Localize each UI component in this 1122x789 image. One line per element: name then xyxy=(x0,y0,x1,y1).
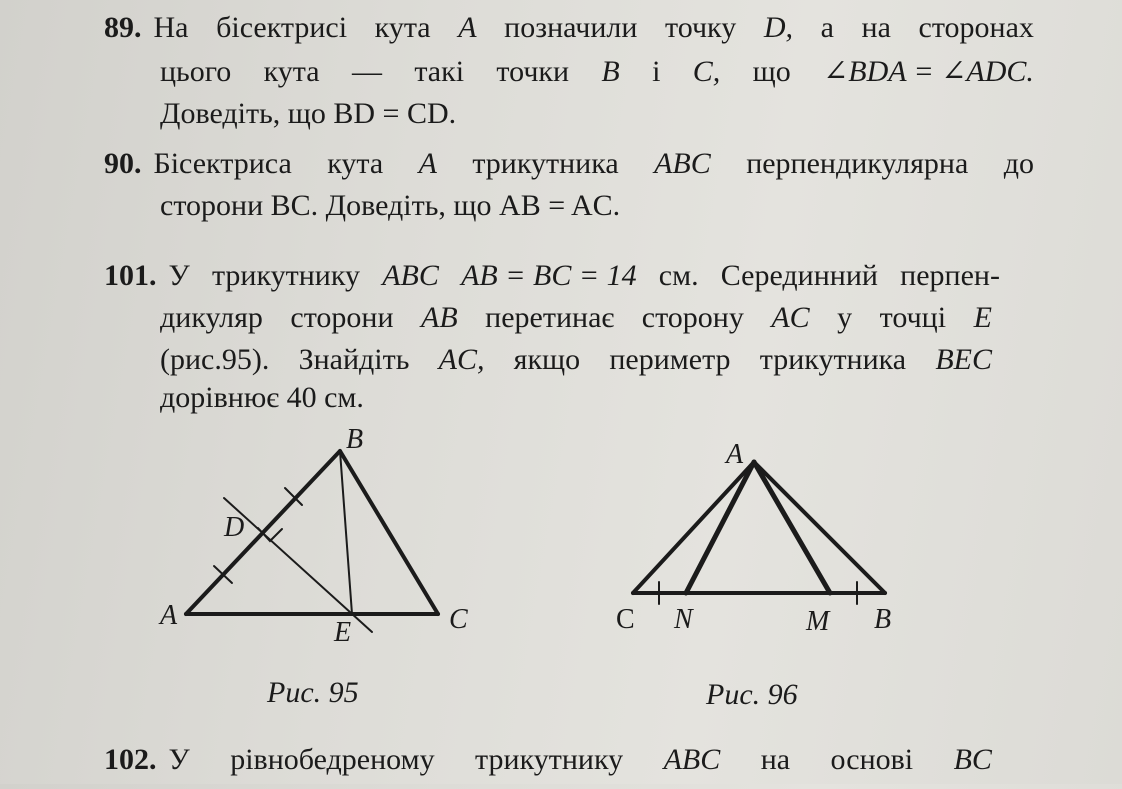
word: сторонах xyxy=(918,11,1034,44)
word: перпен- xyxy=(900,259,1000,292)
word: трикутника xyxy=(759,343,907,376)
math: E xyxy=(973,301,992,334)
word: на xyxy=(760,743,791,776)
word: Серединний xyxy=(720,259,878,292)
word: точці xyxy=(879,301,947,334)
word: і xyxy=(652,55,661,88)
problem-number: 90. xyxy=(104,147,142,180)
word: На xyxy=(153,11,189,44)
label-m: M xyxy=(806,606,830,637)
word: кута xyxy=(374,11,431,44)
word: см. xyxy=(658,259,699,292)
word: основі xyxy=(830,743,914,776)
math: AC xyxy=(771,301,810,334)
math: B xyxy=(601,55,620,88)
word: трикутнику xyxy=(475,743,624,776)
math: ABC xyxy=(654,147,711,180)
problem-number: 101. xyxy=(104,259,157,292)
word: У xyxy=(168,743,190,776)
math: ∠BDA = ∠ADC. xyxy=(823,55,1034,88)
word: якщо xyxy=(513,343,581,376)
word: сторони xyxy=(290,301,394,334)
word: трикутнику xyxy=(211,259,361,292)
label-a: A xyxy=(726,439,744,470)
word: такі xyxy=(414,55,465,88)
label-c: C xyxy=(449,604,468,635)
word: рівнобедреному xyxy=(230,743,435,776)
word: до xyxy=(1003,147,1034,180)
word: перпендикулярна xyxy=(746,147,969,180)
word: що xyxy=(752,55,791,88)
math: AB xyxy=(421,301,458,334)
math: A xyxy=(458,11,477,44)
figure-96-caption: Рис. 96 xyxy=(706,678,798,711)
word: цього xyxy=(160,55,232,88)
label-c: C xyxy=(616,604,635,635)
word: позначили xyxy=(504,11,638,44)
label-a: A xyxy=(160,600,178,631)
label-b: B xyxy=(346,424,364,455)
word: (рис.95). xyxy=(160,343,270,376)
math: BEC xyxy=(935,343,992,376)
math: ABC xyxy=(663,743,721,776)
word: кута xyxy=(263,55,320,88)
word: точку xyxy=(665,11,737,44)
word: — xyxy=(351,55,382,88)
problem-number: 102. xyxy=(104,743,157,776)
label-d: D xyxy=(224,512,245,543)
math: A xyxy=(418,147,437,180)
math: BC xyxy=(953,743,992,776)
problem-102-line-1 xyxy=(104,740,992,780)
word: бісектрисі xyxy=(216,11,348,44)
math: C, xyxy=(692,55,721,88)
figure-95-caption: Рис. 95 xyxy=(267,676,359,709)
label-n: N xyxy=(674,604,693,635)
word: у xyxy=(837,301,853,334)
word: дикуляр xyxy=(160,301,263,334)
problem-89-line-3: Доведіть, що BD = CD. xyxy=(160,97,457,130)
problem-101-line-4: дорівнює 40 см. xyxy=(160,381,364,414)
word: трикутника xyxy=(472,147,619,180)
math: D, xyxy=(763,11,793,44)
word: а xyxy=(820,11,834,44)
word: периметр xyxy=(609,343,731,376)
problem-number: 89. xyxy=(104,11,142,44)
word: Знайдіть xyxy=(298,343,410,376)
problem-90-line-2: сторони BC. Доведіть, що AB = AC. xyxy=(160,189,621,222)
math: AB = BC = 14 xyxy=(461,259,637,292)
word: точки xyxy=(496,55,570,88)
word: перетинає xyxy=(485,301,615,334)
label-b: B xyxy=(874,604,892,635)
word: Бісектриса xyxy=(153,147,292,180)
word: У xyxy=(168,259,190,292)
word: кута xyxy=(327,147,384,180)
math: ABC xyxy=(382,259,439,292)
word: сторону xyxy=(641,301,744,334)
label-e: E xyxy=(334,617,352,648)
word: на xyxy=(861,11,891,44)
math: AC, xyxy=(438,343,485,376)
